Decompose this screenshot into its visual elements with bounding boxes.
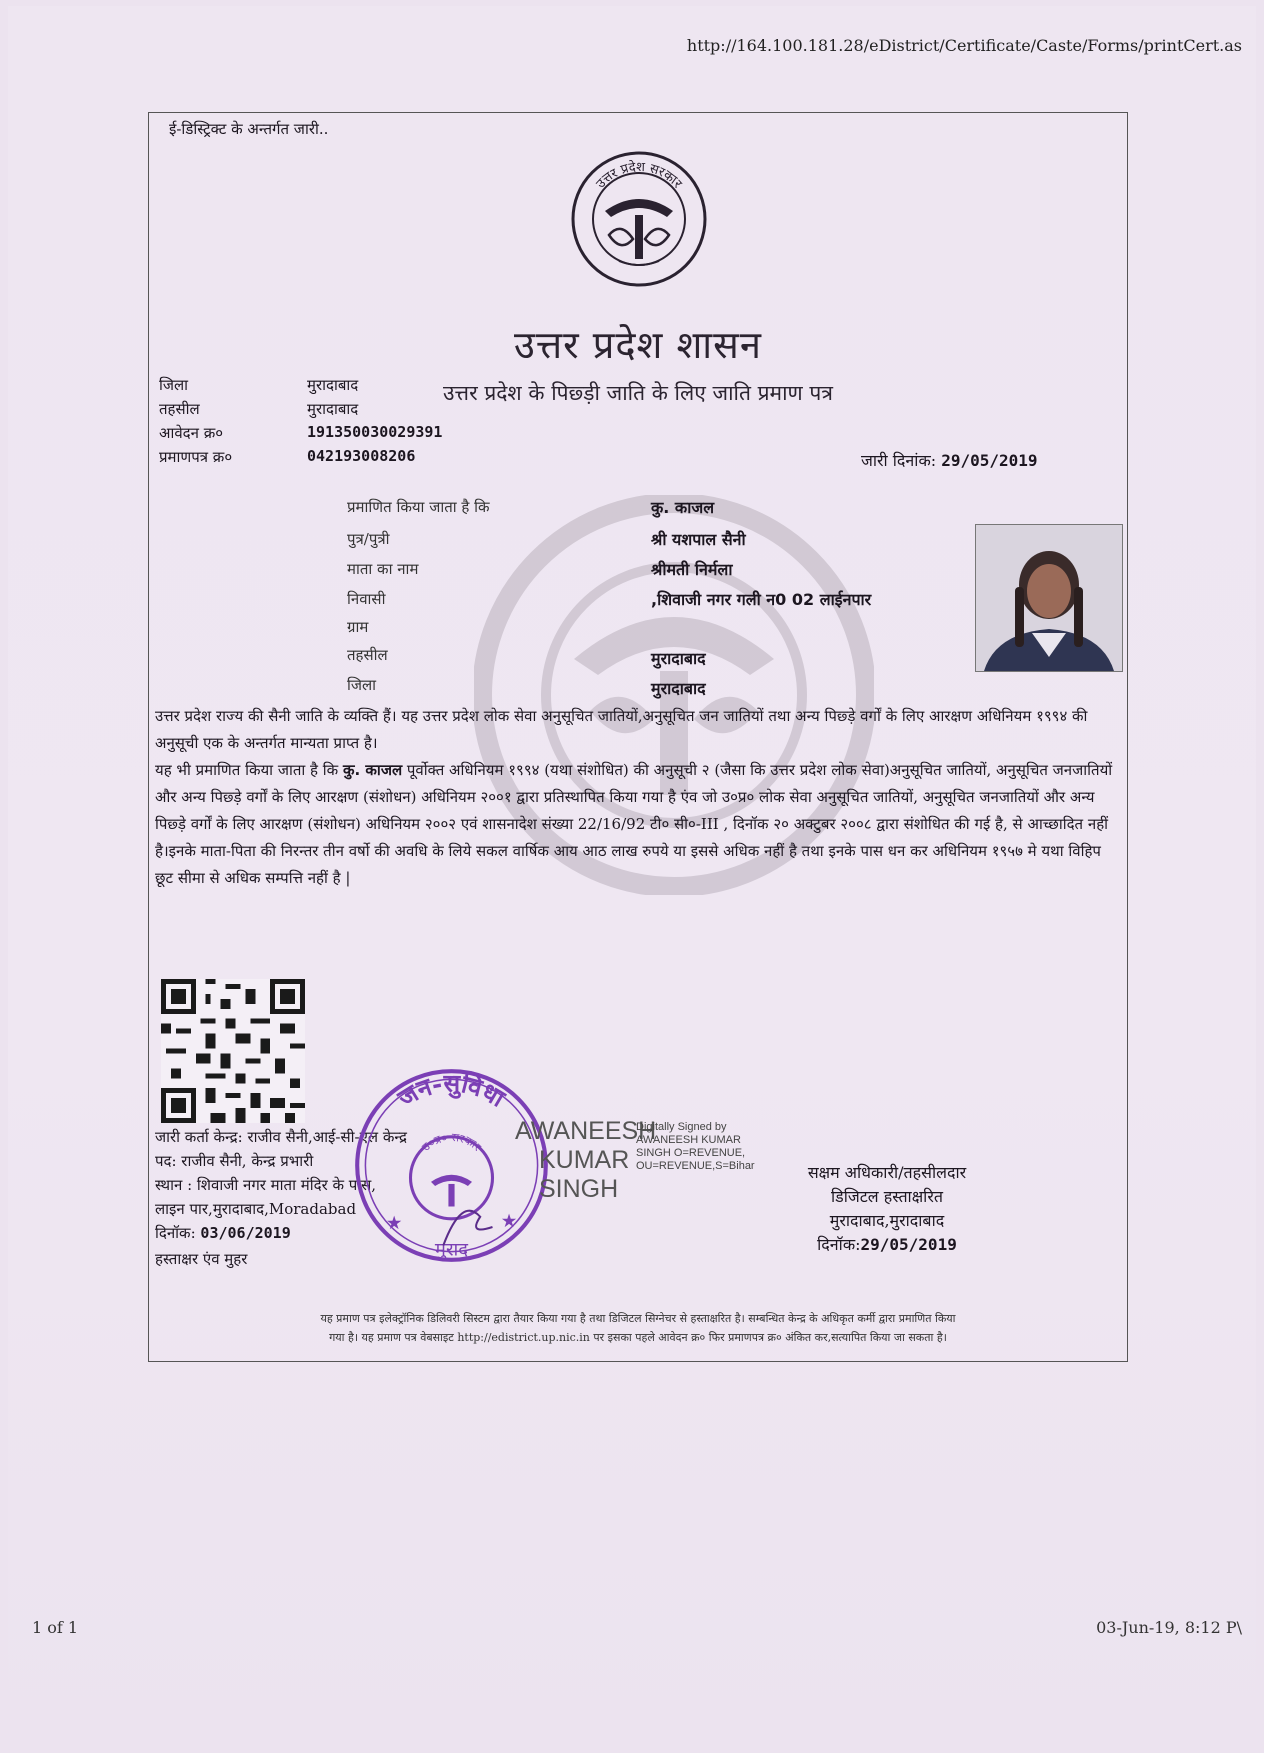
field-value-mother: श्रीमती निर्मला [651, 560, 733, 579]
authority-sign-type: डिजिटल हस्ताक्षरित [831, 1187, 943, 1206]
scanned-page [8, 6, 1256, 1741]
certificate-title: उत्तर प्रदेश के पिछ्ड़ी जाति के लिए जाति प्रमाण पत्र [443, 381, 833, 405]
certificate [148, 112, 1128, 1362]
svg-text:जन-सुविधा: जन-सुविधा [392, 1068, 511, 1113]
field-label-mother: माता का नाम [347, 560, 419, 578]
meta-tehsil: तहसील मुरादाबाद [159, 400, 359, 418]
certification-statement: यह भी प्रमाणित किया जाता है कि कु. काजल पूर्वोक्त अधिनियम १९९४ (यथा संशोधित) की अनुसूची २ (जैसा कि उत्तर प्रदेश लोक सेवा)अनुसूचित जातियों, अनुसूचित जनजातियों और अन्य पिछ्ड़े वर्गों के लिए आरक्षण (संशोधन) अधिनियम २००१ द्वारा प्रतिस्थापित किया गया है एंव जो उ०प्र० लोक सेवा अनुसूचित जातियों, अनुसूचित जनजातियों और अन्य पिछ्ड़े वर्गों के लिए आरक्षण (संशोधन) अधिनियम २००२ एवं शासनादेश संख्या 22/16/92 टी० सी०-III , दिनॉक २० अक्टुबर २००८ द्वारा संशोधित की गई है, से आच्छादित नहीं है।इनके माता-पिता की निरन्तर तीन वर्षो की अवधि के लिये सकल वार्षिक आय आठ लाख रुपये या इससे अधिक नहीं है तथा इनके पास धन कर अधिनियम १९५७ मे यथा विहिप छूट सीमा से अधिक सम्पत्ति नहीं है | [155, 761, 1113, 887]
meta-certificate-no: प्रमाणपत्र क्र० 042193008206 [159, 447, 416, 466]
issuer-signature-label: हस्ताक्षर एंव मुहर [155, 1250, 248, 1268]
caste-statement: उत्तर प्रदेश राज्य की सैनी जाति के व्यक्ति हैं। यह उत्तर प्रदेश लोक सेवा अनुसूचित जातियों,अनुसूचित जन जातियों तथा अन्य पिछ्ड़े वर्गों के लिए आरक्षण अधिनियम १९९४ की अनुसूची एक के अन्तर्गत मान्यता प्राप्त है। [155, 707, 1088, 752]
issuer-post: पद: राजीव सैनी, केन्द्र प्रभारी [155, 1152, 314, 1170]
field-label-parent: पुत्र/पुत्री [347, 530, 390, 548]
emblem-icon [569, 149, 709, 289]
page-url: http://164.100.181.28/eDistrict/Certificate/Caste/Forms/printCert.as [686, 36, 1242, 55]
field-value-name: कु. काजल [651, 498, 715, 517]
digital-signature-detail: Digitally Signed by AWANEESH KUMAR SINGH O=REVENUE, OU=REVENUE,S=Bihar [636, 1121, 755, 1172]
print-timestamp: 03-Jun-19, 8:12 P\ [1096, 1618, 1242, 1637]
authority-date: दिनॉक:29/05/2019 [817, 1235, 957, 1254]
meta-application-no: आवेदन क्र० 191350030029391 [159, 423, 443, 442]
applicant-photo [975, 524, 1123, 672]
field-value-tehsil: मुरादाबाद [651, 649, 706, 668]
meta-district: जिला मुरादाबाद [159, 376, 359, 394]
field-label-certified: प्रमाणित किया जाता है कि [347, 498, 490, 516]
field-label-tehsil: तहसील [347, 646, 388, 664]
field-value-residence: ,शिवाजी नगर गली न0 02 लाईनपार [651, 590, 872, 609]
field-value-father: श्री यशपाल सैनी [651, 530, 746, 549]
field-value-district: मुरादाबाद [651, 679, 706, 698]
issue-date: जारी दिनांक: 29/05/2019 [861, 451, 1038, 470]
svg-text:उ०प्र० सरकार: उ०प्र० सरकार [419, 1130, 484, 1154]
issuer-place-line2: लाइन पार,मुरादाबाद,Moradabad [155, 1200, 357, 1218]
digital-signature-name: AWANEESH KUMAR SINGH [515, 1117, 657, 1203]
svg-text:★: ★ [385, 1213, 403, 1235]
issuer-date: दिनॉक: 03/06/2019 [155, 1224, 291, 1242]
issuer-place-line1: स्थान : शिवाजी नगर माता मंदिर के पास, [155, 1176, 377, 1194]
field-label-residence: निवासी [347, 590, 386, 608]
svg-text:मुराद: मुराद [434, 1239, 469, 1261]
page-indicator: 1 of 1 [32, 1618, 79, 1637]
field-label-district: जिला [347, 676, 377, 694]
qr-code-icon [161, 979, 305, 1123]
certificate-footnote: यह प्रमाण पत्र इलेक्ट्रॉनिक डिलिवरी सिस्टम द्वारा तैयार किया गया है तथा डिजिटल सिग्नेचर से हस्ताक्षरित है। सम्बन्धित केन्द्र के अधिकृत कर्मी द्वारा प्रमाणित किया गया है। यह प्रमाण पत्र वेबसाइट http://edistrict.up.nic.in पर इसका पहले आवेदन क्र० फिर प्रमाणपत्र क्र० अंकित कर,सत्यापित किया जा सकता है। [320, 1312, 956, 1344]
issuer-center: जारी कर्ता केन्द्र: राजीव सैनी,आई-सी-एल केन्द्र [155, 1128, 407, 1146]
issued-note: ई-डिस्ट्रिक्ट के अन्तर्गत जारी.. [169, 120, 329, 138]
government-title: उत्तर प्रदेश शासन [514, 323, 762, 367]
authority-place: मुरादाबाद,मुरादाबाद [829, 1211, 945, 1230]
field-label-village: ग्राम [347, 618, 369, 636]
svg-text:उत्तर प्रदेश सरकार: उत्तर प्रदेश सरकार [593, 159, 685, 192]
authority-title: सक्षम अधिकारी/तहसीलदार [807, 1163, 967, 1182]
svg-text:★: ★ [500, 1211, 518, 1232]
